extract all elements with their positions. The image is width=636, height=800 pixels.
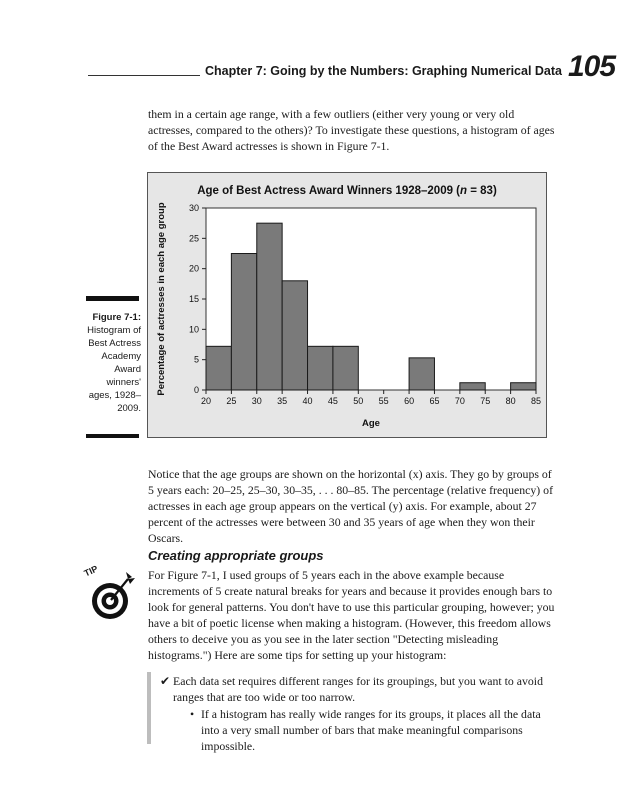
figure-caption-bar-top — [86, 296, 139, 301]
histogram-bar — [206, 346, 231, 390]
y-tick-label: 0 — [193, 385, 199, 395]
histogram-bar — [511, 383, 536, 390]
x-tick-label: 80 — [505, 396, 516, 406]
bullet-icon: • — [190, 707, 195, 721]
x-tick-label: 30 — [251, 396, 262, 406]
figure-caption-bar-bottom — [86, 434, 139, 438]
list-item-text: If a histogram has really wide ranges for its groups, it places all the data into a very small number of bars that make meaningful comparisons impossible. — [201, 707, 541, 753]
histogram-bar — [308, 346, 333, 390]
chapter-title: Chapter 7: Going by the Numbers: Graphing Numerical Data — [205, 64, 563, 78]
x-tick-label: 75 — [480, 396, 491, 406]
y-tick-label: 10 — [188, 324, 199, 335]
x-tick-label: 50 — [353, 396, 364, 406]
histogram-chart — [147, 172, 547, 438]
histogram-bar — [231, 254, 256, 391]
list-item — [190, 706, 560, 754]
figure-caption — [86, 311, 141, 415]
tip-label: TIP — [82, 563, 100, 579]
x-tick-label: 40 — [302, 396, 313, 406]
x-axis-label: Age — [362, 418, 380, 429]
list-item — [160, 673, 560, 705]
paragraph-groupings: For Figure 7-1, I used groups of 5 years each in the above example because increments of 5 create natural breaks for years and because it provides enough bars to look for general patterns. You don't have to use this particular grouping, however; you have a bit of poetic license when making a histogram. (However, this freedom allows others to deceive you as you see in the later section "Detecting misleading histograms.") Here are some tips for setting up your histogram: — [148, 568, 555, 662]
x-tick-label: 35 — [277, 396, 288, 406]
section-heading: Creating appropriate groups — [148, 548, 324, 563]
histogram-bar — [460, 383, 485, 390]
y-tick-label: 30 — [188, 203, 199, 213]
histogram-bar — [282, 281, 307, 390]
x-tick-label: 45 — [327, 396, 338, 406]
intro-paragraph: them in a certain age range, with a few outliers (either very young or very old actresses, compared to the others)? To investigate these questions, a histogram of ages of the Best Award actresses is shown in Figure 7-1. — [148, 107, 555, 153]
y-tick-label: 5 — [193, 354, 199, 365]
checkmark-icon: ✔ — [160, 674, 171, 688]
header-rule — [88, 75, 200, 76]
histogram-bar — [257, 223, 282, 390]
x-tick-label: 25 — [226, 396, 237, 406]
figure-caption-text: Histogram of Best Actress Academy Award winners' ages, 1928–2009. — [87, 325, 141, 414]
histogram-bar — [409, 358, 434, 390]
x-tick-label: 65 — [429, 396, 440, 406]
page-number: 105 — [568, 50, 616, 83]
x-tick-label: 20 — [200, 396, 212, 406]
x-tick-label: 70 — [454, 396, 465, 406]
x-tick-label: 85 — [530, 396, 542, 406]
y-axis-label: Percentage of actresses in each age group — [156, 202, 167, 396]
x-tick-label: 55 — [378, 396, 389, 406]
list-item-text: Each data set requires different ranges for its groupings, but you want to avoid ranges that are too wide or too narrow. — [173, 674, 543, 704]
list-side-rule — [147, 672, 151, 744]
y-tick-label: 25 — [188, 233, 199, 244]
histogram-bar — [333, 346, 358, 390]
y-tick-label: 15 — [188, 294, 199, 304]
chart-title: Age of Best Actress Award Winners 1928–2009 (n = 83) — [197, 185, 497, 197]
figure-label: Figure 7-1: — [92, 312, 141, 323]
x-tick-label: 60 — [404, 396, 415, 406]
y-tick-label: 20 — [188, 263, 199, 274]
paragraph-age-groups: Notice that the age groups are shown on the horizontal (x) axis. They go by groups of 5 years each: 20–25, 25–30, 30–35, . . . 80–85. The percentage (relative frequency) of actresses in each age group appears on the vertical (y) axis. For example, about 27 percent of the actresses were between 30 and 35 years of age when they won their Oscars. — [148, 467, 553, 545]
